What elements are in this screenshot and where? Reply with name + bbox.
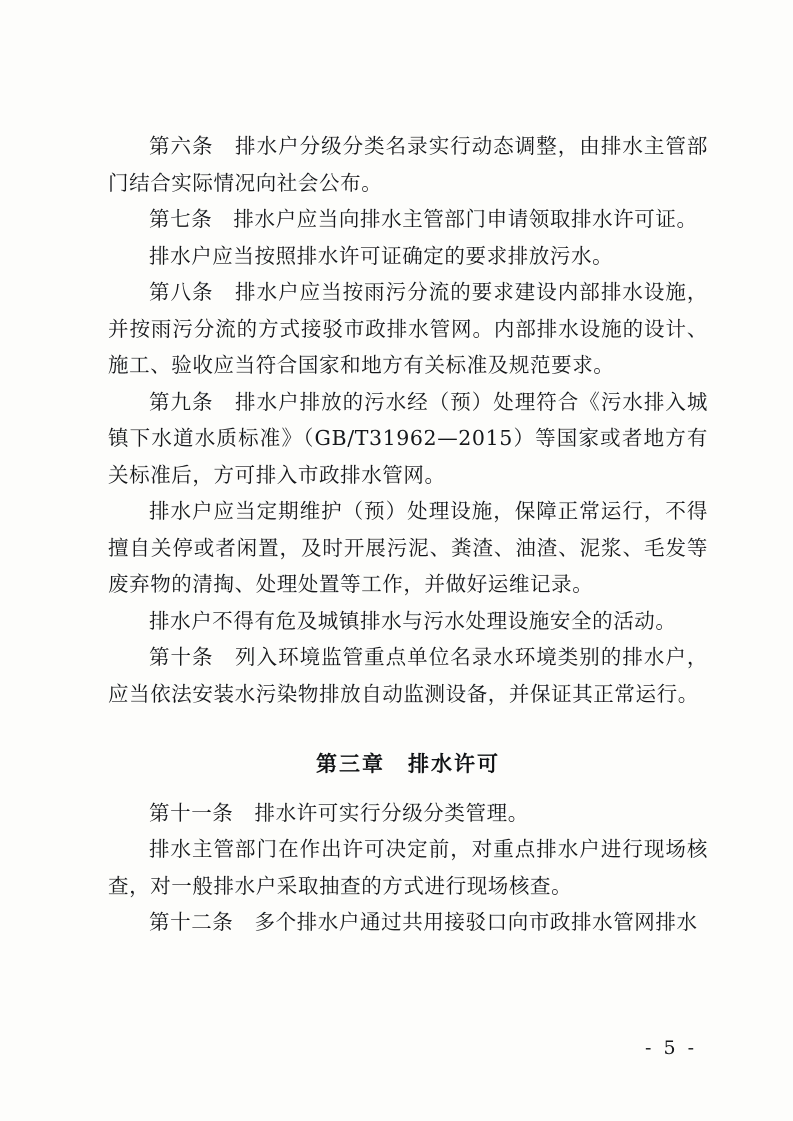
article-eleven-sub: 排水主管部门在作出许可决定前，对重点排水户进行现场核查，对一般排水户采取抽查的方式进行现场核查。	[108, 837, 708, 898]
article-seven-sub: 排水户应当按照排水许可证确定的要求排放污水。	[149, 243, 614, 268]
article-seven: 第七条 排水户应当向排水主管部门申请领取排水许可证。	[149, 207, 698, 231]
article-nine: 第九条 排水户排放的污水经（预）处理符合《污水排入城镇下水道水质标准》（GB/T31962—2015）等国家或者地方有关标准后，方可排入市政排水管网。	[108, 389, 708, 487]
article-six: 第六条 排水户分级分类名录实行动态调整，由排水主管部门结合实际情况向社会公布。	[108, 134, 708, 195]
page-content-area	[108, 128, 708, 941]
page-number: - 5 -	[644, 1037, 697, 1059]
article-eleven: 第十一条 排水许可实行分级分类管理。	[149, 800, 529, 825]
article-eight: 第八条 排水户应当按雨污分流的要求建设内部排水设施，并按雨污分流的方式接驳市政排水管网。内部排水设施的设计、施工、验收应当符合国家和地方有关标准及规范要求。	[108, 280, 708, 377]
article-nine-sub-two: 排水户不得有危及城镇排水与污水处理设施安全的活动。	[149, 608, 677, 633]
article-twelve: 第十二条 多个排水户通过共用接驳口向市政排水管网排水	[149, 910, 698, 934]
article-nine-sub-one: 排水户应当定期维护（预）处理设施，保障正常运行，不得擅自关停或者闲置，及时开展污泥、粪渣、油渣、泥浆、毛发等废弃物的清掏、处理处置等工作，并做好运维记录。	[108, 499, 708, 596]
chapter-three-heading: 第三章 排水许可	[316, 752, 500, 776]
article-ten: 第十条 列入环境监管重点单位名录水环境类别的排水户，应当依法安装水污染物排放自动监测设备，并保证其正常运行。	[108, 645, 708, 706]
